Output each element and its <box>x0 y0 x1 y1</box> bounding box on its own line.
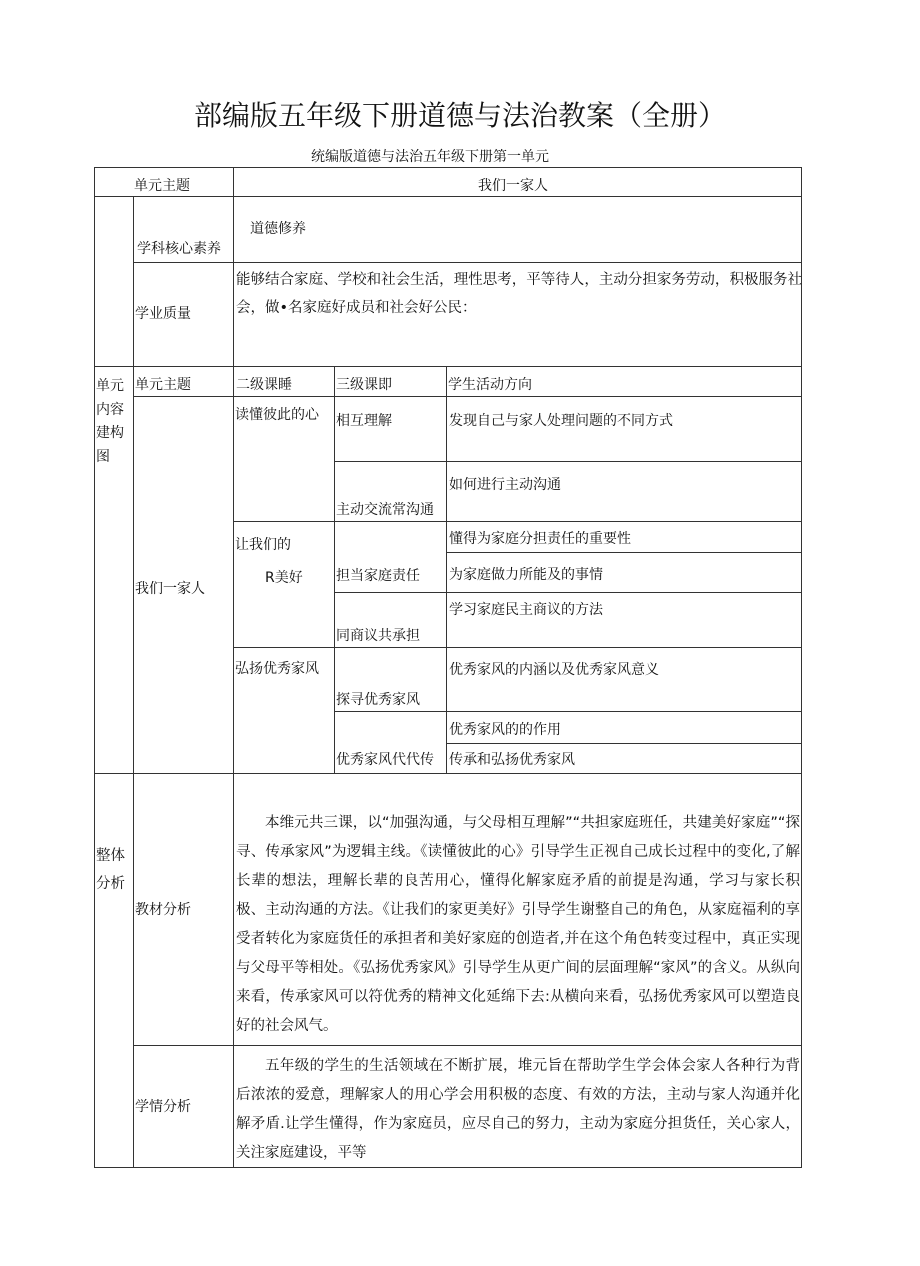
lesson-2-section-2: 同商议共承担 <box>336 628 420 644</box>
quality-label: 学业质量 <box>135 306 191 322</box>
content-map-label: 单元 内容 建构 图 <box>96 378 124 465</box>
lesson-2-title-line2: R美好 <box>265 570 303 586</box>
overall-analysis-label: 整体 分析 <box>96 848 125 892</box>
header-level3: 三级课即 <box>336 377 392 393</box>
lesson-1-activity-1: 发现自己与家人处理问题的不同方式 <box>449 413 673 429</box>
lesson-3-title: 弘扬优秀家风 <box>235 661 319 677</box>
lesson-2-activity-3: 学习家庭民主商议的方法 <box>449 602 603 618</box>
learner-analysis-label: 学情分析 <box>135 1099 191 1115</box>
textbook-analysis-text: 本维元共三课，以“加强沟通，与父母相互理解”“共担家庭班任，共建美好家庭”“探寻、传承家风”为逻辑主线。《读懂彼此的心》引导学生正视自己成长过程中的变化,了解长辈的想法，理解长辈的良苦用心，懂得化解家庭矛盾的前提是沟通，学习与家长积极、主动沟通的方法。《让我们的家更美好》引导学生谢整自己的角色，从家庭福利的享受者转化为家庭货任的承担者和美好家庭的创造者,并在这个角色转变过程中，真正实现与父母平等相处。《弘扬优秀家风》引导学生从更广间的层面理解“家风”的含义。从纵向来看，传承家风可以符优秀的精神文化延绵下去:从横向来看，弘扬优秀家风可以塑造良好的社会风气。 <box>236 815 800 1034</box>
header-activity: 学生活动方向 <box>448 377 532 393</box>
lesson-1-title: 读懂彼此的心 <box>235 407 319 423</box>
document-title: 部编版五年级下册道德与法治教案（全册） <box>193 99 726 132</box>
unit-theme-label: 单元主题 <box>134 178 190 194</box>
lesson-1-section-1: 相互理解 <box>336 413 392 429</box>
lesson-3-activity-2: 优秀家风的的作用 <box>449 722 561 738</box>
header-level2: 二级课睡 <box>236 377 292 393</box>
lesson-2-activity-2: 为家庭做力所能及的事情 <box>449 567 603 583</box>
lesson-2-title-line1: 让我们的 <box>235 537 291 553</box>
lesson-3-activity-3: 传承和弘扬优秀家风 <box>449 752 575 768</box>
unit-theme-value: 我们一家人 <box>478 178 548 194</box>
unit-name: 我们一家人 <box>135 581 205 597</box>
lesson-3-section-1: 探寻优秀家风 <box>336 692 420 708</box>
textbook-analysis-label: 教材分析 <box>135 902 191 918</box>
lesson-3-section-2: 优秀家风代代传 <box>336 752 434 768</box>
lesson-1-section-2: 主动交流常沟通 <box>336 502 434 518</box>
lesson-2-activity-1: 懂得为家庭分担责任的重要性 <box>449 531 631 547</box>
lesson-3-activity-1: 优秀家风的内涵以及优秀家风意义 <box>449 662 659 678</box>
core-literacy-value: 道德修养 <box>250 221 306 237</box>
lesson-1-activity-2: 如何进行主动沟通 <box>449 477 561 493</box>
header-unit-theme: 单元主题 <box>135 377 191 393</box>
learner-analysis-text: 五年级的学生的生活领域在不断扩展，堆元旨在帮助学生学会体会家人各种行为背后浓浓的爱意，理解家人的用心学会用积极的态度、有效的方法，主动与家人沟通并化解矛盾.让学生懂得，作为家庭员，应尽自己的努力，主动为家庭分担货任，关心家人，关注家庭建设，平等 <box>236 1058 800 1161</box>
core-literacy-label: 学科核心素养 <box>137 241 221 257</box>
unit-subtitle: 统编版道德与法治五年级下册第一单元 <box>311 149 549 165</box>
quality-text: 能够结合家庭、学校和社会生活，理性思考，平等待人，主动分担家务劳动，积极服务社会，做•名家庭好成员和社会好公民： <box>236 272 802 316</box>
lesson-2-section-1: 担当家庭责任 <box>336 568 420 584</box>
